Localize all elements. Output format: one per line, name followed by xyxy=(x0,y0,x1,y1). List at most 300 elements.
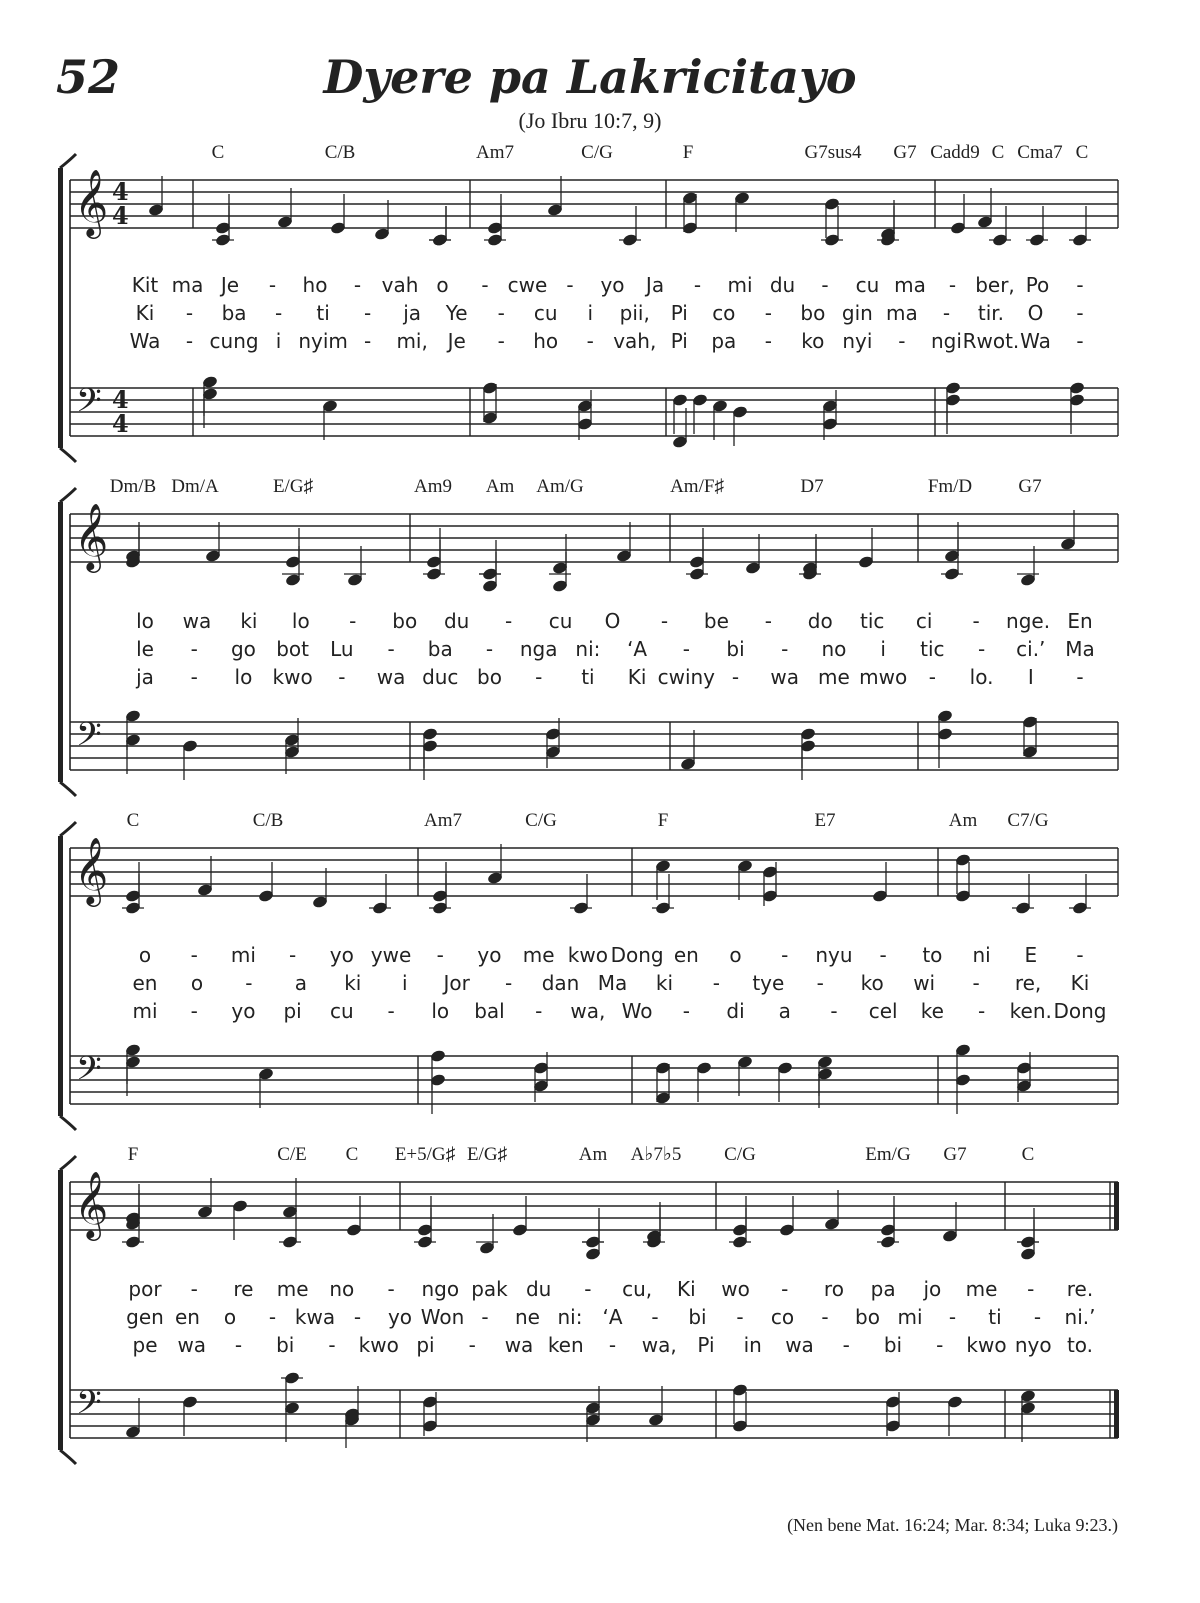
lyric-syllable: wa xyxy=(177,1333,207,1357)
lyric-syllable: ko xyxy=(801,329,825,353)
lyric-syllable: yo xyxy=(477,943,502,967)
lyric-syllable: ki xyxy=(240,609,258,633)
lyric-syllable: ken. xyxy=(1009,999,1052,1023)
lyric-syllable: I xyxy=(1027,665,1034,689)
treble-staff-2 xyxy=(70,502,1118,593)
lyric-syllable: be xyxy=(703,609,729,633)
lyric-syllable: - xyxy=(468,1333,476,1357)
lyric-syllable: - xyxy=(948,273,957,297)
lyric-syllable: Ki xyxy=(135,301,155,325)
lyric-syllable: - xyxy=(660,609,669,633)
lyric-syllable: o xyxy=(729,943,742,967)
lyric-syllable: mi xyxy=(897,1305,923,1329)
chord-symbol: E+5/G♯ xyxy=(394,1144,456,1165)
lyric-syllable: ma xyxy=(886,301,918,325)
lyric-syllable: lo xyxy=(431,999,450,1023)
lyric-syllable: Wa xyxy=(129,329,161,353)
lyric-syllable: - xyxy=(185,301,194,325)
lyric-syllable: Wa xyxy=(1020,329,1051,353)
lyric-syllable: me xyxy=(818,665,850,689)
lyric-syllable: - xyxy=(1027,1277,1035,1301)
lyric-syllable: me xyxy=(522,943,555,967)
lyric-syllable: kwo xyxy=(272,665,313,689)
lyric-syllable: wa, xyxy=(570,999,606,1023)
lyric-syllable: - xyxy=(608,1333,617,1357)
bracket-hook-top xyxy=(60,488,76,502)
chord-symbol: A♭7♭5 xyxy=(630,1144,682,1165)
lyric-syllable: ti xyxy=(316,301,330,325)
lyric-syllable: - xyxy=(387,1277,395,1301)
lyric-syllable: ci.’ xyxy=(1016,637,1046,661)
lyric-syllable: mi, xyxy=(396,329,428,353)
lyric-syllable: - xyxy=(586,329,594,353)
lyric-syllable: en xyxy=(673,943,699,967)
lyric-syllable: - xyxy=(764,609,772,633)
lyric-syllable: i xyxy=(880,637,886,661)
treble-clef-icon: 𝄞 xyxy=(74,836,109,904)
lyric-syllable: Je xyxy=(447,329,466,353)
bass-clef-icon: 𝄢 xyxy=(76,1384,102,1430)
time-signature-top: 4 xyxy=(112,385,129,414)
lyric-syllable: mwo xyxy=(859,665,908,689)
lyric-syllable: - xyxy=(936,1333,944,1357)
lyric-syllable: - xyxy=(1076,943,1084,967)
lyric-syllable: ja xyxy=(136,665,154,689)
chord-symbol: Am7 xyxy=(424,810,462,831)
chord-symbol: F xyxy=(682,142,694,163)
lyric-syllable: no xyxy=(329,1277,355,1301)
chord-symbol: Em/G xyxy=(865,1144,911,1165)
time-signature-top: 4 xyxy=(112,177,129,206)
lyric-syllable: nyo xyxy=(1014,1333,1052,1357)
lyric-syllable: cu, xyxy=(622,1277,653,1301)
lyric-syllable: ma xyxy=(894,273,926,297)
lyric-syllable: - xyxy=(682,637,690,661)
lyric-syllable: - xyxy=(190,1277,198,1301)
lyric-syllable: kwa xyxy=(294,1305,336,1329)
lyric-syllable: ni xyxy=(972,943,991,967)
bass-staff-2 xyxy=(70,709,1118,780)
lyric-syllable: jo xyxy=(923,1277,942,1301)
lyric-syllable: - xyxy=(781,1277,789,1301)
lyric-syllable: - xyxy=(1076,329,1084,353)
lyric-syllable: cu xyxy=(855,273,880,297)
lyric-syllable: - xyxy=(781,637,789,661)
chord-symbol: Am xyxy=(485,476,515,497)
lyric-syllable: - xyxy=(879,943,887,967)
lyric-syllable: bo xyxy=(800,301,826,325)
chord-symbol: F xyxy=(657,810,669,831)
chord-symbol: C/G xyxy=(724,1144,756,1165)
lyric-syllable: ma xyxy=(171,273,204,297)
treble-clef-icon: 𝄞 xyxy=(74,1170,109,1238)
bracket-bar xyxy=(58,1170,63,1450)
lyric-syllable: in xyxy=(743,1333,762,1357)
lyric-syllable: wa xyxy=(770,665,800,689)
bracket-hook-bottom xyxy=(60,448,76,462)
treble-staff-4 xyxy=(70,1170,1118,1261)
lyric-syllable: re. xyxy=(1066,1277,1094,1301)
lyric-syllable: - xyxy=(566,273,574,297)
bracket-hook-bottom xyxy=(60,1116,76,1130)
lyric-syllable: pak xyxy=(471,1277,508,1301)
lyric-syllable: - xyxy=(948,1305,957,1329)
lyric-syllable: a xyxy=(778,999,791,1023)
lyric-syllable: - xyxy=(1076,301,1084,325)
lyric-syllable: - xyxy=(289,943,297,967)
lyric-syllable: ywe xyxy=(370,943,412,967)
lyric-syllable: - xyxy=(928,665,936,689)
lyric-syllable: O xyxy=(604,609,621,633)
lyric-syllable: do xyxy=(807,609,833,633)
lyric-syllable: Ye xyxy=(445,301,468,325)
lyric-syllable: pi xyxy=(283,999,302,1023)
lyric-syllable: wa xyxy=(376,665,406,689)
lyric-syllable: - xyxy=(481,273,489,297)
lyric-syllable: ke xyxy=(920,999,944,1023)
lyric-syllable: kwo xyxy=(966,1333,1007,1357)
lyric-syllable: o xyxy=(190,971,204,995)
lyric-syllable: Ki xyxy=(627,665,647,689)
chord-symbol: C xyxy=(345,1144,359,1165)
chord-symbol: E7 xyxy=(814,810,836,831)
lyric-syllable: Dong xyxy=(610,943,664,967)
lyric-syllable: - xyxy=(842,1333,850,1357)
lyric-syllable: - xyxy=(505,971,513,995)
lyric-syllable: Wo xyxy=(621,999,653,1023)
lyric-syllable: ti xyxy=(988,1305,1002,1329)
lyric-syllable: - xyxy=(485,637,494,661)
lyric-syllable: i xyxy=(275,329,282,353)
lyric-syllable: Jor xyxy=(443,971,470,995)
lyric-syllable: bi xyxy=(688,1305,707,1329)
lyric-syllable: tic xyxy=(920,637,945,661)
lyric-syllable: bo xyxy=(392,609,418,633)
lyric-syllable: - xyxy=(821,1305,829,1329)
lyric-syllable: - xyxy=(584,1277,592,1301)
lyric-syllable: o xyxy=(223,1305,237,1329)
lyric-syllable: ngi xyxy=(930,329,962,353)
lyric-syllable: En xyxy=(1067,609,1093,633)
lyric-syllable: Ki xyxy=(676,1277,696,1301)
lyric-syllable: - xyxy=(712,971,720,995)
lyric-syllable: - xyxy=(505,609,513,633)
chord-symbol: C/G xyxy=(525,810,557,831)
bracket-hook-top xyxy=(60,154,76,168)
chord-symbol: C/G xyxy=(581,142,613,163)
lyric-syllable: pe xyxy=(132,1333,158,1357)
lyric-syllable: Ma xyxy=(597,971,628,995)
lyric-syllable: ba xyxy=(427,637,453,661)
chord-symbol: D7 xyxy=(800,476,824,497)
lyric-syllable: - xyxy=(764,329,772,353)
lyric-syllable: - xyxy=(190,637,198,661)
lyric-syllable: yo xyxy=(231,999,256,1023)
time-signature-bottom: 4 xyxy=(112,409,129,438)
lyric-syllable: ni.’ xyxy=(1064,1305,1096,1329)
lyric-syllable: tic xyxy=(860,609,885,633)
lyric-syllable: - xyxy=(190,665,198,689)
lyric-syllable: ki xyxy=(344,971,362,995)
lyric-syllable: - xyxy=(821,273,829,297)
chord-symbol: Dm/A xyxy=(171,476,219,497)
chord-symbol: C/B xyxy=(324,142,356,163)
lyric-syllable: E xyxy=(1024,943,1038,967)
bass-clef-icon: 𝄢 xyxy=(76,382,102,428)
lyric-syllable: - xyxy=(816,971,824,995)
lyric-syllable: du xyxy=(769,273,796,297)
lyric-syllable: cu xyxy=(548,609,573,633)
lyric-syllable: wa xyxy=(182,609,212,633)
lyric-syllable: Kit xyxy=(131,273,159,297)
lyric-syllable: ber, xyxy=(975,273,1015,297)
lyric-syllable: - xyxy=(349,609,357,633)
lyric-syllable: du xyxy=(443,609,470,633)
lyric-syllable: - xyxy=(185,329,194,353)
chord-symbol: C/B xyxy=(252,810,284,831)
lyric-syllable: wi xyxy=(913,971,936,995)
lyric-syllable: ho xyxy=(533,329,559,353)
lyric-syllable: Won xyxy=(420,1305,465,1329)
chord-symbol: Dm/B xyxy=(109,476,157,497)
lyric-syllable: - xyxy=(353,273,362,297)
lyric-syllable: cwe xyxy=(507,273,548,297)
lyric-syllable: to. xyxy=(1066,1333,1094,1357)
lyric-syllable: gen xyxy=(126,1305,164,1329)
lyric-syllable: nyi xyxy=(842,329,873,353)
lyric-syllable: tir. xyxy=(977,301,1005,325)
lyric-syllable: ba xyxy=(221,301,247,325)
lyric-syllable: du xyxy=(525,1277,552,1301)
lyric-syllable: ngo xyxy=(421,1277,460,1301)
lyric-syllable: vah, xyxy=(613,329,657,353)
lyric-syllable: gin xyxy=(841,301,873,325)
lyric-syllable: - xyxy=(497,329,505,353)
chord-symbol: C7/G xyxy=(1007,810,1049,831)
bass-clef-icon: 𝄢 xyxy=(76,716,102,762)
bracket-hook-bottom xyxy=(60,1450,76,1464)
lyric-syllable: en xyxy=(132,971,158,995)
lyric-syllable: ken xyxy=(547,1333,584,1357)
lyric-syllable: bot xyxy=(276,637,310,661)
lyric-syllable: Ma xyxy=(1065,637,1095,661)
lyric-syllable: pi xyxy=(416,1333,435,1357)
lyric-syllable: - xyxy=(190,943,198,967)
chord-symbol: Am7 xyxy=(476,142,514,163)
lyric-syllable: - xyxy=(190,999,198,1023)
lyric-syllable: - xyxy=(387,637,395,661)
chord-symbol: C xyxy=(991,142,1005,163)
chord-symbol: Cadd9 xyxy=(930,142,980,163)
lyric-syllable: wa, xyxy=(641,1333,677,1357)
lyric-syllable: co xyxy=(712,301,736,325)
lyric-syllable: ni: xyxy=(575,637,601,661)
bracket-bar xyxy=(58,168,63,448)
lyric-syllable: - xyxy=(651,1305,659,1329)
lyric-syllable: mi xyxy=(132,999,158,1023)
lyric-syllable: yo xyxy=(329,943,354,967)
lyric-syllable: ko xyxy=(860,971,884,995)
lyric-syllable: nga xyxy=(519,637,558,661)
chord-symbol: E/G♯ xyxy=(466,1144,508,1165)
chord-symbol: Fm/D xyxy=(927,476,973,497)
lyric-syllable: wa xyxy=(785,1333,814,1357)
lyric-syllable: Po xyxy=(1025,273,1050,297)
chord-symbol: G7sus4 xyxy=(804,142,862,163)
lyric-syllable: o xyxy=(436,273,449,297)
lyric-syllable: - xyxy=(497,301,505,325)
chord-symbol: Cma7 xyxy=(1017,142,1063,163)
lyric-syllable: no xyxy=(821,637,847,661)
lyric-syllable: Lu xyxy=(330,637,354,661)
lyric-syllable: lo xyxy=(291,609,310,633)
lyric-syllable: pa xyxy=(870,1277,896,1301)
lyric-syllable: Pi xyxy=(670,301,688,325)
lyric-syllable: cwiny xyxy=(657,665,716,689)
lyric-syllable: - xyxy=(364,329,372,353)
chord-symbol: Am/F♯ xyxy=(670,476,724,497)
chord-symbol: C/E xyxy=(277,1144,307,1165)
lyric-syllable: cel xyxy=(868,999,898,1023)
chord-symbol: C xyxy=(1075,142,1089,163)
bass-staff-3 xyxy=(70,1043,1118,1114)
lyric-syllable: bo xyxy=(477,665,502,689)
lyric-syllable: ‘A xyxy=(602,1305,623,1329)
lyric-syllable: Rwot. xyxy=(962,329,1020,353)
lyric-syllable: nyim xyxy=(298,329,348,353)
chord-symbol: G7 xyxy=(1018,476,1042,497)
footnote-references: (Nen bene Mat. 16:24; Mar. 8:34; Luka 9:23.) xyxy=(787,1515,1118,1535)
treble-staff-3 xyxy=(70,836,1118,915)
chord-symbol: C xyxy=(126,810,140,831)
bass-clef-icon: 𝄢 xyxy=(76,1050,102,1096)
lyric-syllable: O xyxy=(1027,301,1044,325)
lyric-syllable: - xyxy=(764,301,772,325)
chord-symbol: C xyxy=(211,142,225,163)
lyric-syllable: co xyxy=(770,1305,795,1329)
lyric-syllable: bi xyxy=(883,1333,903,1357)
final-barline-thick xyxy=(1114,1390,1119,1438)
lyric-syllable: bo xyxy=(855,1305,880,1329)
lyric-syllable: nyu xyxy=(815,943,853,967)
lyric-syllable: Je xyxy=(220,273,240,297)
lyric-syllable: - xyxy=(338,665,346,689)
lyric-syllable: por xyxy=(128,1277,162,1301)
bass-staff-1 xyxy=(70,375,1118,449)
hymn-title: Dyere pa Lakricitayo xyxy=(323,50,857,104)
lyric-syllable: - xyxy=(1076,273,1084,297)
lyric-syllable: lo xyxy=(136,609,154,633)
lyric-syllable: - xyxy=(1033,1305,1042,1329)
lyric-syllable: ro xyxy=(823,1277,844,1301)
lyric-syllable: i xyxy=(401,971,408,995)
lyric-syllable: me xyxy=(965,1277,998,1301)
lyric-syllable: duc xyxy=(422,665,459,689)
lyric-syllable: - xyxy=(977,999,986,1023)
lyric-syllable: go xyxy=(230,637,256,661)
lyric-syllable: - xyxy=(353,1305,362,1329)
treble-clef-icon: 𝄞 xyxy=(74,502,109,570)
lyric-syllable: - xyxy=(268,1305,277,1329)
lyric-syllable: wa xyxy=(504,1333,534,1357)
lyric-syllable: - xyxy=(736,1305,744,1329)
lyric-syllable: lo xyxy=(234,665,253,689)
lyric-syllable: o xyxy=(138,943,152,967)
chord-symbol: G7 xyxy=(893,142,917,163)
lyric-syllable: - xyxy=(387,999,395,1023)
lyric-syllable: - xyxy=(781,943,789,967)
chord-symbol: Am xyxy=(578,1144,608,1165)
lyric-syllable: to xyxy=(922,943,943,967)
bracket-bar xyxy=(58,836,63,1116)
lyric-syllable: - xyxy=(972,971,980,995)
lyric-syllable: Pi xyxy=(697,1333,715,1357)
lyric-syllable: - xyxy=(977,637,986,661)
lyric-syllable: - xyxy=(234,1333,243,1357)
lyric-syllable: nge. xyxy=(1006,609,1051,633)
scripture-reference: (Jo Ibru 10:7, 9) xyxy=(518,108,662,133)
treble-staff-1 xyxy=(70,168,1118,247)
lyric-syllable: mi xyxy=(230,943,256,967)
lyric-syllable: a xyxy=(294,971,307,995)
lyric-syllable: - xyxy=(942,301,951,325)
bracket-bar xyxy=(58,502,63,782)
bass-staff-4 xyxy=(70,1371,1118,1448)
lyric-syllable: pii, xyxy=(619,301,650,325)
lyric-syllable: re, xyxy=(1014,971,1042,995)
lyric-syllable: - xyxy=(972,609,980,633)
lyric-syllable: di xyxy=(726,999,745,1023)
lyric-syllable: vah xyxy=(381,273,419,297)
lyric-syllable: i xyxy=(587,301,594,325)
lyric-syllable: me xyxy=(276,1277,309,1301)
bracket-hook-top xyxy=(60,822,76,836)
lyric-syllable: - xyxy=(535,999,543,1023)
lyric-syllable: mi xyxy=(727,273,753,297)
lyric-syllable: ni: xyxy=(557,1305,583,1329)
lyric-syllable: - xyxy=(682,999,690,1023)
lyric-syllable: le xyxy=(136,637,154,661)
lyric-syllable: cu xyxy=(533,301,558,325)
lyric-syllable: - xyxy=(245,971,253,995)
chord-symbol: Am/G xyxy=(536,476,584,497)
lyric-syllable: kwo xyxy=(358,1333,399,1357)
hymn-number: 52 xyxy=(56,50,121,104)
chord-symbol: G7 xyxy=(943,1144,967,1165)
bracket-hook-top xyxy=(60,1156,76,1170)
lyric-syllable: pa xyxy=(711,329,737,353)
lyric-syllable: dan xyxy=(541,971,580,995)
lyric-syllable: - xyxy=(364,301,372,325)
lyric-syllable: en xyxy=(175,1305,200,1329)
lyric-syllable: ci xyxy=(915,609,933,633)
lyric-syllable: yo xyxy=(600,273,625,297)
chord-symbol: C xyxy=(1021,1144,1035,1165)
lyric-syllable: bal xyxy=(474,999,505,1023)
lyric-syllable: - xyxy=(274,301,283,325)
lyric-syllable: Ja xyxy=(645,273,665,297)
lyric-syllable: - xyxy=(481,1305,489,1329)
lyric-syllable: ne xyxy=(515,1305,540,1329)
lyric-syllable: bi xyxy=(276,1333,295,1357)
lyric-syllable: Dong xyxy=(1053,999,1107,1023)
lyric-syllable: - xyxy=(1076,665,1084,689)
lyric-syllable: kwo xyxy=(567,943,608,967)
lyric-syllable: - xyxy=(731,665,740,689)
final-barline-thick xyxy=(1114,1182,1119,1230)
lyric-syllable: - xyxy=(898,329,906,353)
lyric-syllable: ki xyxy=(655,971,674,995)
